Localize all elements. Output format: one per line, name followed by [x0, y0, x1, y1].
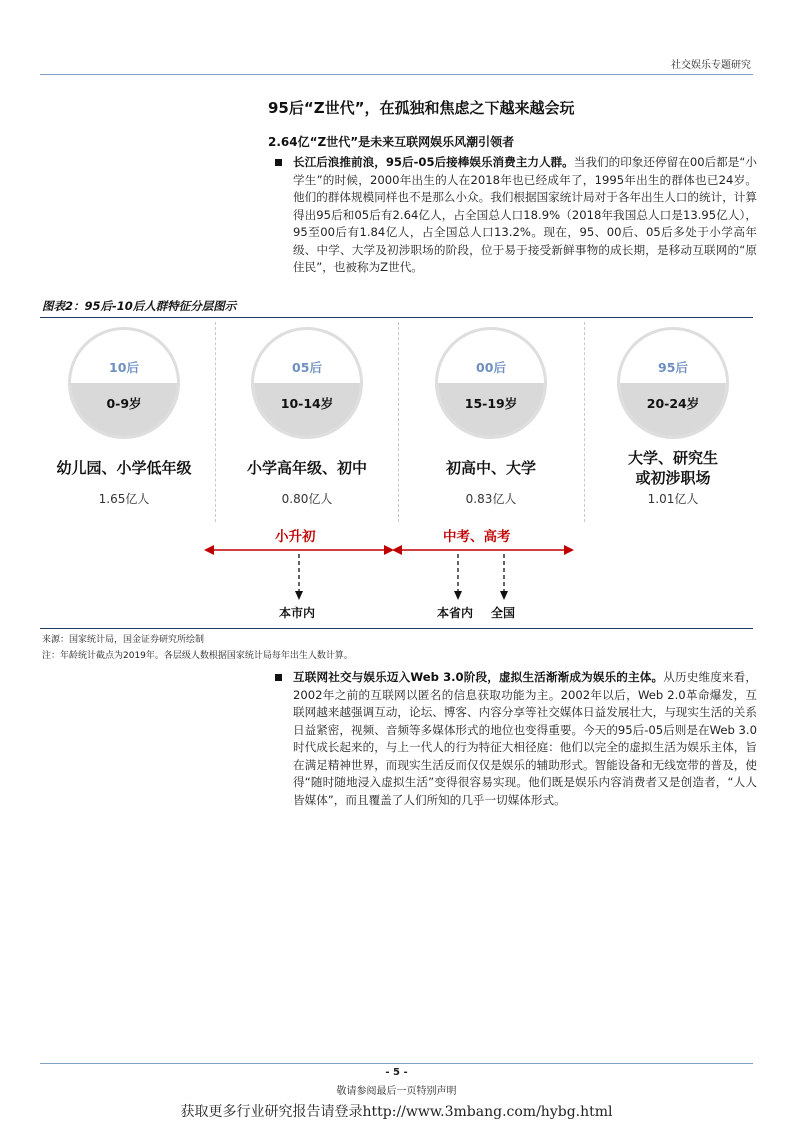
paragraph-2	[275, 669, 757, 809]
stage-label: 大学、研究生 或初涉职场	[627, 449, 718, 487]
age-range-label: 0-9岁	[106, 396, 142, 411]
figure-top-rule	[40, 317, 753, 318]
transition-label-exams: 中考、高考	[443, 529, 511, 545]
down-arrow-province	[454, 554, 462, 600]
population-label: 1.01亿人	[647, 492, 699, 506]
generation-label: 95后	[658, 360, 688, 375]
download-banner[interactable]: 获取更多行业研究报告请登录http://www.3mbang.com/hybg.html	[180, 1104, 613, 1120]
stage-label: 初高中、大学	[445, 459, 536, 477]
transition-arrows	[200, 538, 580, 608]
column-divider	[398, 322, 399, 522]
stage-label: 小学高年级、初中	[246, 459, 367, 477]
age-circle-95s	[617, 327, 729, 439]
column-divider	[584, 322, 585, 522]
bullet-icon	[275, 674, 282, 681]
figure-bottom-rule	[40, 628, 753, 629]
stage-label: 幼儿园、小学低年级	[56, 459, 192, 477]
paragraph-1	[275, 154, 757, 277]
generation-label: 05后	[292, 360, 322, 375]
generation-label: 10后	[109, 360, 139, 375]
down-arrow-city	[295, 554, 303, 600]
transition-label-primary-to-middle: 小升初	[275, 529, 316, 545]
paragraph-1-body: 当我们的印象还停留在00后都是“小学生”的时候，2000年出生的人在2018年也已经成年了，1995年出生的群体也已24岁。他们的群体规模同样也不是那么小众。我们根据国家统计局对于各年出生人口的统计，计算得出95后和05后有2.64亿人，占全国总人口18.9%（2018年我国总人口是13.95亿人），95至00后有1.84亿人，占全国总人口13.2%。现在，95、00后、05后多处于小学高年级、中学、大学及初涉职场的阶段，位于易于接受新鲜事物的成长期，是移动互联网的“原住民”，也被称为Z世代。	[293, 155, 757, 274]
age-circle-00s	[435, 327, 547, 439]
age-range-label: 20-24岁	[646, 396, 700, 411]
section-subheading: 2.64亿“Z世代”是未来互联网娱乐风潮引领者	[268, 135, 515, 149]
report-category: 社交娱乐专题研究	[671, 60, 751, 71]
double-arrow-primary-to-middle	[204, 545, 394, 555]
disclaimer: 敬请参阅最后一页特别声明	[336, 1086, 457, 1097]
column-divider	[215, 322, 216, 522]
population-label: 0.83亿人	[465, 492, 517, 506]
generation-label: 00后	[476, 360, 506, 375]
footer-divider	[40, 1063, 753, 1064]
page-number: - 5 -	[385, 1067, 408, 1078]
figure-source: 来源：国家统计局，国金证券研究所绘制	[42, 635, 205, 645]
age-range-label: 15-19岁	[464, 396, 518, 411]
paragraph-2-lead: 互联网社交与娱乐迈入Web 3.0阶段，虚拟生活渐渐成为娱乐的主体。	[293, 670, 664, 684]
age-range-label: 10-14岁	[280, 396, 334, 411]
double-arrow-exams	[392, 545, 574, 555]
destination-province: 本省内	[437, 606, 474, 620]
population-label: 0.80亿人	[281, 492, 333, 506]
age-circle-05s	[251, 327, 363, 439]
population-label: 1.65亿人	[98, 492, 150, 506]
header-divider	[40, 74, 753, 75]
down-arrow-national	[500, 554, 508, 600]
figure-note: 注：年龄统计截点为2019年。各层级人数根据国家统计局每年出生人数计算。	[42, 651, 353, 661]
destination-national: 全国	[491, 606, 516, 620]
age-circle-10s	[68, 327, 180, 439]
paragraph-1-lead: 长江后浪推前浪，95后-05后接棒娱乐消费主力人群。	[293, 155, 574, 169]
figure-title: 图表2：95后-10后人群特征分层图示	[42, 299, 237, 313]
destination-city: 本市内	[279, 606, 316, 620]
bullet-icon	[275, 159, 282, 166]
section-heading: 95后“Z世代”，在孤独和焦虑之下越来越会玩	[268, 99, 575, 117]
paragraph-2-body: 从历史维度来看，2002年之前的互联网以匿名的信息获取功能为主。2002年以后，Web 2.0革命爆发，互联网越来越强调互动，论坛、博客、内容分享等社交媒体日益发展壮大，与现实生活的关系日益紧密，视频、音频等多媒体形式的地位也变得重要。今天的95后-05后则是在Web 3.0时代成长起来的，与上一代人的行为特征大相径庭：他们以完全的虚拟生活为娱乐主体，旨在满足精神世界，而现实生活反而仅仅是娱乐的辅助形式。智能设备和无线宽带的普及，使得“随时随地浸入虚拟生活”变得很容易实现。他们既是娱乐内容消费者又是创造者，“人人皆媒体”，而且覆盖了人们所知的几乎一切媒体形式。	[293, 670, 757, 807]
